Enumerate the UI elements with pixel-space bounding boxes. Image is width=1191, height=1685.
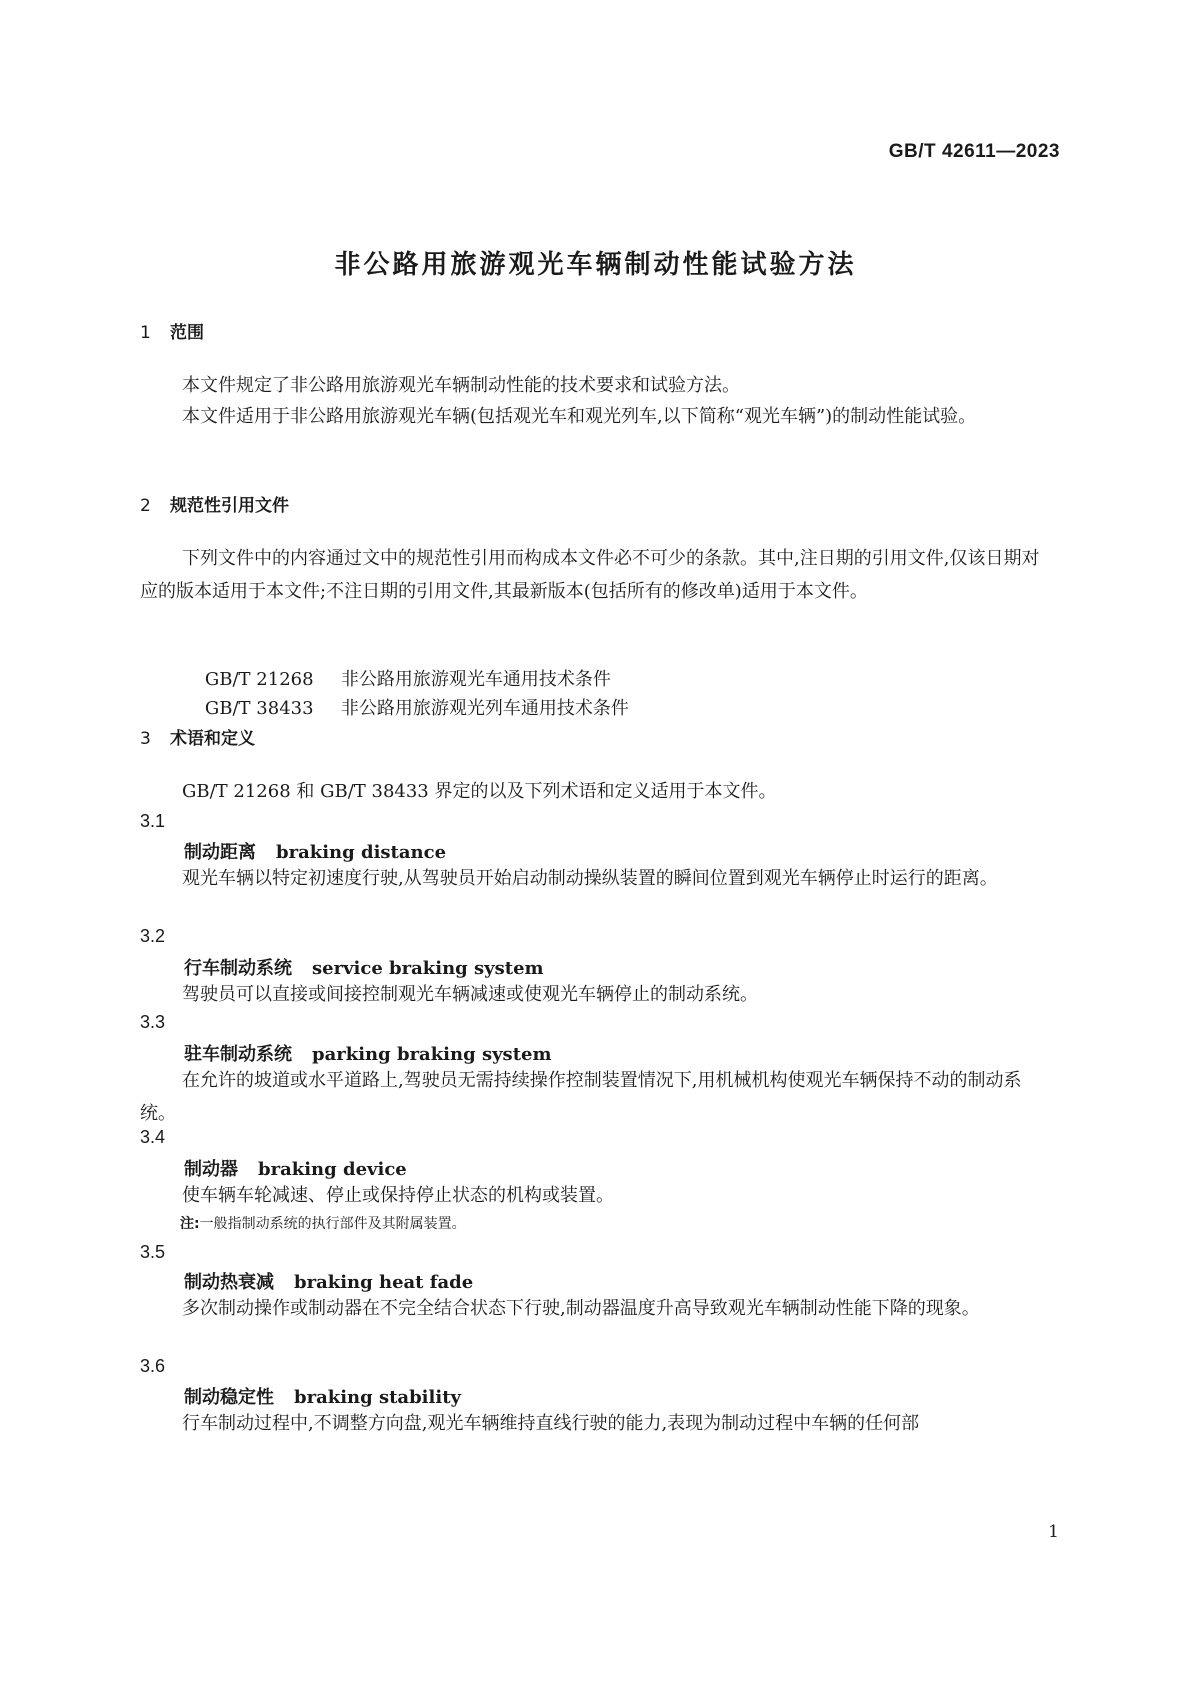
term-english: braking stability [294, 1387, 461, 1408]
term-english: braking heat fade [294, 1272, 474, 1293]
paragraph: GB/T 21268 和 GB/T 38433 界定的以及下列术语和定义适用于本文件。 [182, 781, 777, 802]
term-definition: 使车辆车轮减速、停止或保持停止状态的机构或装置。 [182, 1185, 614, 1206]
term-number: 3.6 [140, 1356, 166, 1376]
paragraph: 本文件规定了非公路用旅游观光车辆制动性能的技术要求和试验方法。 [182, 375, 740, 396]
term-chinese: 制动稳定性 [184, 1387, 274, 1408]
reference-title: 非公路用旅游观光列车通用技术条件 [340, 698, 629, 719]
reference-code: GB/T 21268 [204, 669, 314, 690]
paragraph: 本文件适用于非公路用旅游观光车辆(包括观光车和观光列车,以下简称“观光车辆”)的制动性能试验。 [182, 406, 977, 427]
note-label: 注: [180, 1216, 200, 1232]
term-definition: 在允许的坡道或水平道路上,驾驶员无需持续操作控制装置情况下,用机械机构使观光车辆保持不动的制动系统。 [140, 1070, 1022, 1124]
term-number: 3.1 [140, 811, 166, 831]
term-definition: 多次制动操作或制动器在不完全结合状态下行驶,制动器温度升高导致观光车辆制动性能下降的现象。 [182, 1298, 980, 1319]
reference-code: GB/T 38433 [204, 698, 314, 719]
note-text: 一般指制动系统的执行部件及其附属装置。 [199, 1216, 466, 1232]
term-chinese: 制动热衰减 [184, 1272, 274, 1293]
section-heading-normative-references [140, 491, 289, 516]
term-english: service braking system [312, 958, 544, 979]
term-english: parking braking system [312, 1044, 552, 1065]
term-note [180, 1213, 466, 1233]
reference-title: 非公路用旅游观光车通用技术条件 [340, 669, 611, 690]
term-english: braking device [258, 1159, 407, 1180]
term-heading [184, 1268, 473, 1294]
term-chinese: 行车制动系统 [184, 958, 292, 979]
section-number: 1 [140, 323, 151, 343]
term-chinese: 驻车制动系统 [184, 1044, 292, 1065]
page-number: 1 [1048, 1522, 1059, 1542]
section-title: 规范性引用文件 [170, 496, 289, 516]
term-heading [184, 954, 544, 980]
term-number: 3.5 [140, 1242, 166, 1262]
term-heading [184, 1383, 461, 1409]
term-definition: 观光车辆以特定初速度行驶,从驾驶员开始启动制动操纵装置的瞬间位置到观光车辆停止时运行的距离。 [182, 868, 998, 889]
section-number: 2 [140, 496, 151, 516]
term-heading [184, 1155, 407, 1181]
section-heading-terms [140, 724, 255, 749]
section-number: 3 [140, 729, 151, 749]
term-heading [184, 1040, 552, 1066]
term-chinese: 制动器 [184, 1159, 238, 1180]
section-title: 范围 [170, 323, 204, 343]
term-number: 3.3 [140, 1012, 166, 1032]
term-chinese: 制动距离 [184, 842, 256, 863]
document-title: 非公路用旅游观光车辆制动性能试验方法 [334, 250, 857, 280]
paragraph: 下列文件中的内容通过文中的规范性引用而构成本文件必不可少的条款。其中,注日期的引用文件,仅该日期对应的版本适用于本文件;不注日期的引用文件,其最新版本(包括所有的修改单)适用于本文件。 [140, 548, 1040, 602]
term-definition: 驾驶员可以直接或间接控制观光车辆减速或使观光车辆停止的制动系统。 [182, 984, 758, 1005]
term-heading [184, 838, 446, 864]
term-english: braking distance [276, 842, 447, 863]
section-title: 术语和定义 [170, 729, 255, 749]
section-heading-scope [140, 318, 204, 343]
term-number: 3.4 [140, 1127, 166, 1147]
term-number: 3.2 [140, 926, 166, 946]
term-definition: 行车制动过程中,不调整方向盘,观光车辆维持直线行驶的能力,表现为制动过程中车辆的任何部 [182, 1413, 920, 1434]
standard-code: GB/T 42611—2023 [888, 141, 1060, 162]
